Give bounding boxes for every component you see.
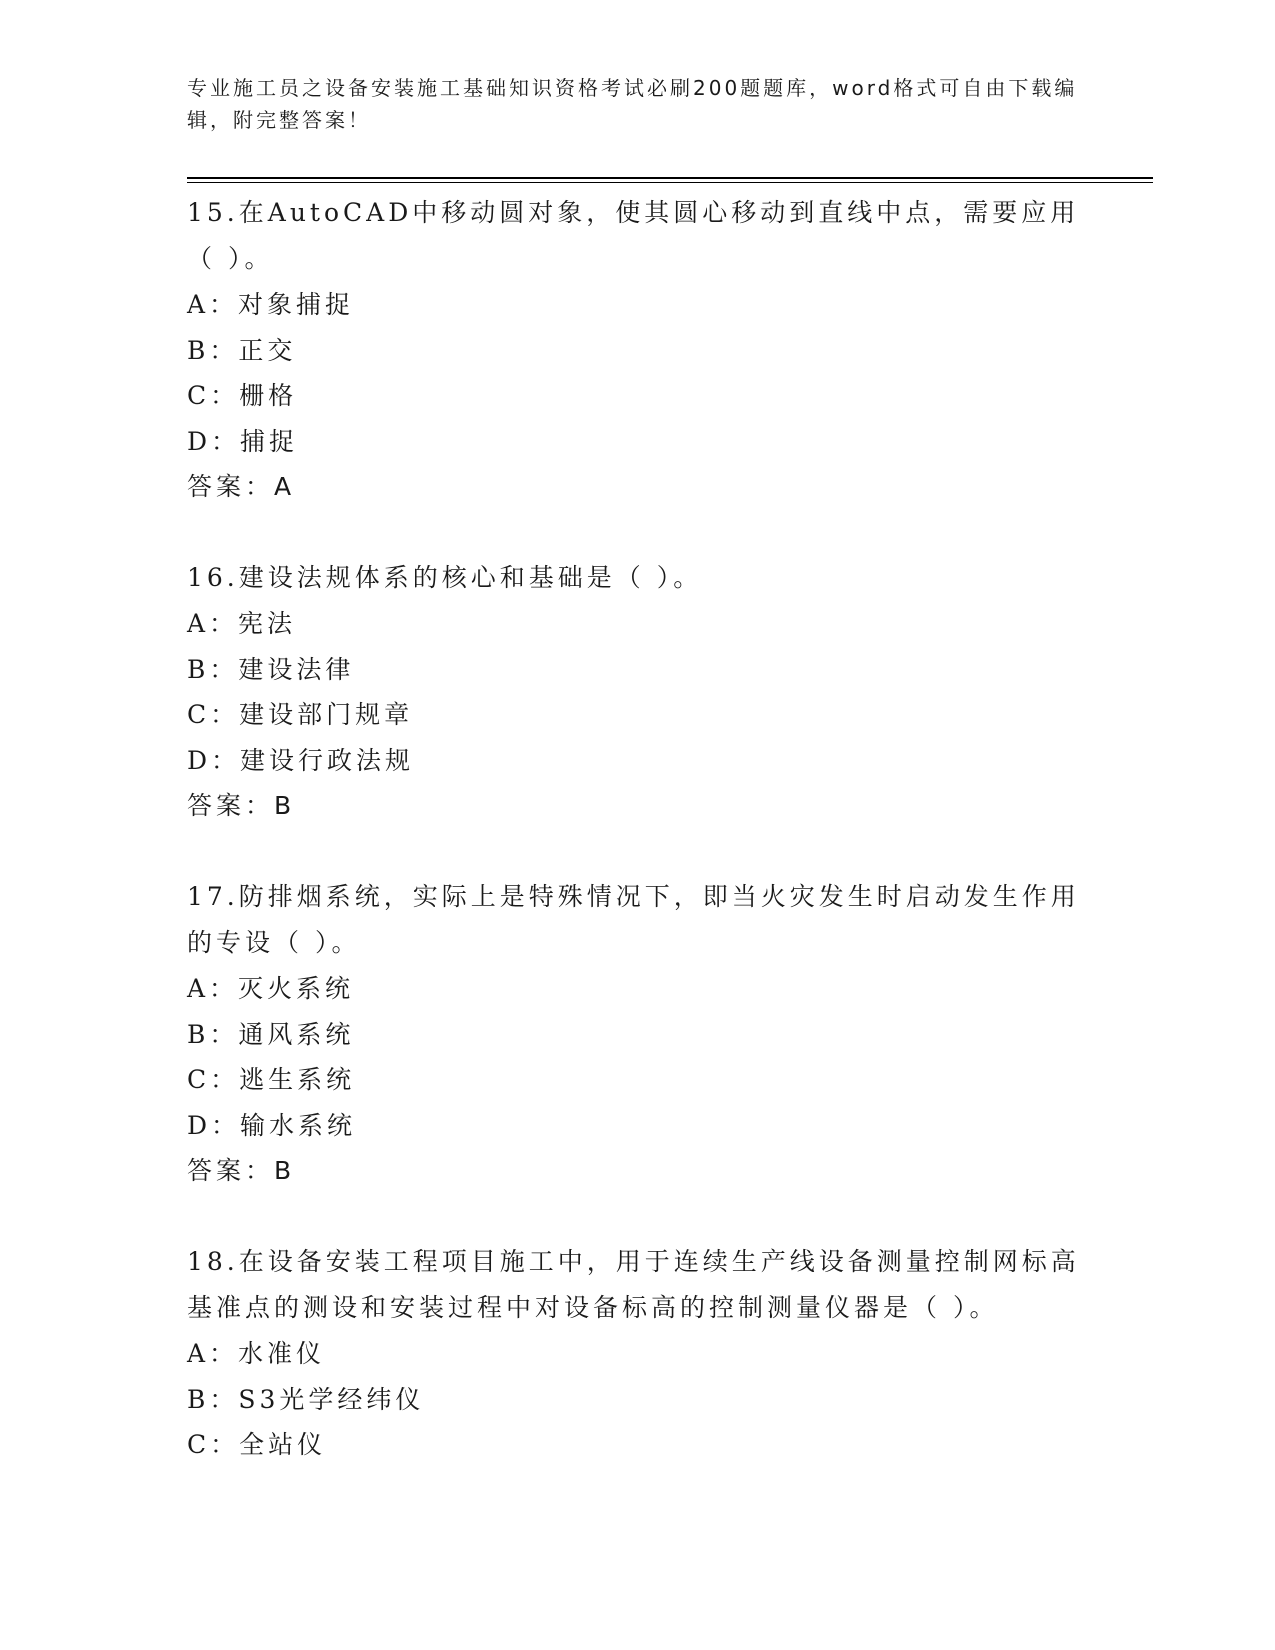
question-text: 16.建设法规体系的核心和基础是（ ）。	[187, 563, 703, 592]
option-a: A：对象捕捉	[187, 290, 355, 319]
header-divider-thin	[187, 182, 1153, 183]
question-17	[187, 874, 1087, 1193]
answer: 答案：A	[187, 472, 296, 501]
question-16	[187, 555, 1087, 828]
question-list	[187, 190, 1087, 1514]
option-b: B：建设法律	[187, 654, 355, 684]
answer: 答案：B	[187, 1156, 296, 1185]
question-15	[187, 190, 1087, 509]
option-a: A：灭火系统	[187, 974, 355, 1003]
option-c: C：全站仪	[187, 1430, 327, 1459]
option-b: B：正交	[187, 335, 297, 365]
document-header: 专业施工员之设备安装施工基础知识资格考试必刷200题题库，word格式可自由下载编辑，附完整答案！	[187, 76, 1078, 132]
option-c: C：栅格	[187, 381, 298, 410]
question-text: 18.在设备安装工程项目施工中，用于连续生产线设备测量控制网标高基准点的测设和安装过程中对设备标高的控制测量仪器是（ ）。	[187, 1247, 1080, 1322]
option-b: B：通风系统	[187, 1019, 355, 1049]
answer: 答案：B	[187, 791, 296, 820]
option-b: B：S3光学经纬仪	[187, 1384, 425, 1414]
option-c: C：逃生系统	[187, 1065, 356, 1094]
question-18	[187, 1239, 1087, 1468]
option-c: C：建设部门规章	[187, 700, 414, 729]
option-d: D：输水系统	[187, 1110, 357, 1140]
header-divider-thick	[187, 177, 1153, 179]
option-d: D：捕捉	[187, 426, 299, 456]
option-d: D：建设行政法规	[187, 745, 415, 775]
question-text: 17.防排烟系统，实际上是特殊情况下，即当火灾发生时启动发生作用的专设（ ）。	[187, 882, 1080, 957]
option-a: A：水准仪	[187, 1339, 326, 1368]
option-a: A：宪法	[187, 609, 297, 638]
question-text: 15.在AutoCAD中移动圆对象，使其圆心移动到直线中点，需要应用（ ）。	[187, 198, 1080, 273]
